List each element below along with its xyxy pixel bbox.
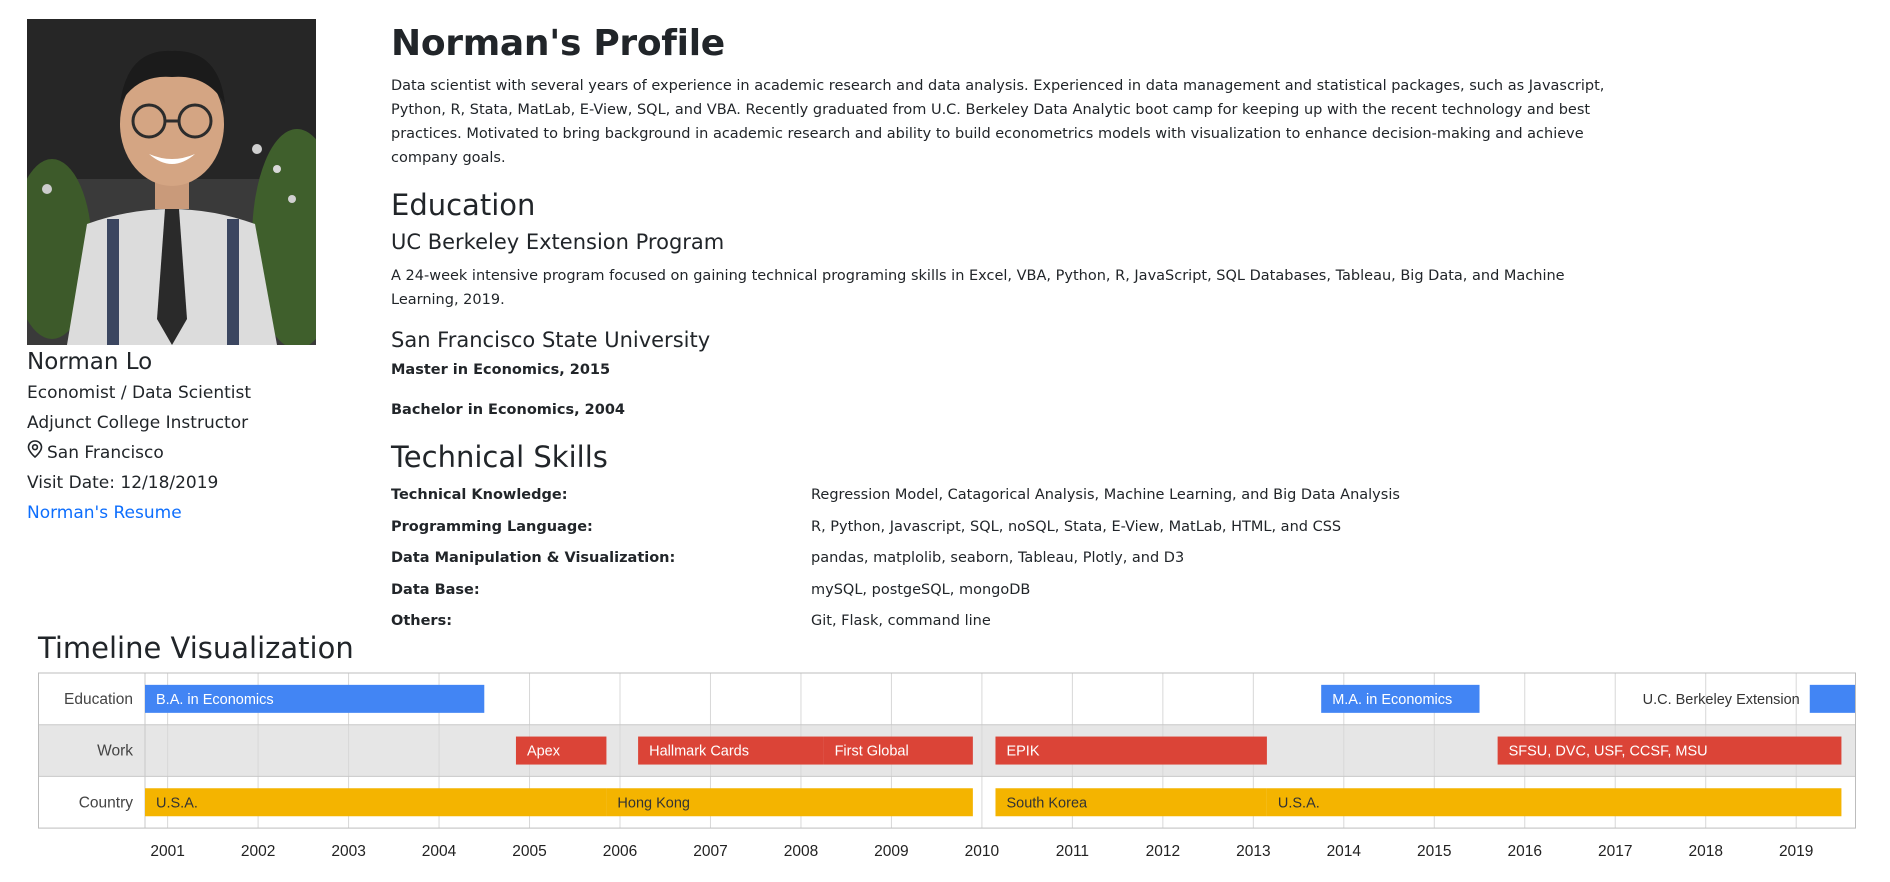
timeline-tick-label: 2019 <box>1778 843 1814 861</box>
timeline-bar-label: M.A. in Economics <box>1332 691 1453 708</box>
profile-location <box>27 438 327 468</box>
skill-key: Data Base: <box>391 581 480 598</box>
skill-key: Technical Knowledge: <box>391 487 568 503</box>
profile-intro: Data scientist with several years of experience in academic research and data analysis. Experienced in data management and statistical packages, such as Javascript, Python, R, Stata, MatLab, E-View, SQL, and VBA. Recently graduated from U.C. Berkeley Data Analytic boot camp for keeping up with the recent technology and best practices. Motivated to bring background in academic research and ability to build econometrics models with visualization to enhance decision-making and achieve company goals. <box>391 78 1605 166</box>
timeline-title: Timeline Visualization <box>38 631 354 665</box>
skill-value: R, Python, Javascript, SQL, noSQL, Stata, E-View, MatLab, HTML, and CSS <box>811 518 1342 535</box>
skill-value: pandas, matplolib, seaborn, Tableau, Plotly, and D3 <box>811 550 1185 566</box>
timeline-bar <box>145 788 606 816</box>
timeline-bar-label: First Global <box>834 743 909 760</box>
education-heading: Education <box>391 188 536 222</box>
timeline-bar-label: B.A. in Economics <box>156 691 274 708</box>
timeline-bar <box>1810 685 1855 713</box>
timeline-tick-label: 2007 <box>693 843 728 861</box>
skill-row <box>391 480 1621 512</box>
timeline-tick-label: 2006 <box>602 843 638 861</box>
timeline-tick-label: 2009 <box>874 843 909 861</box>
timeline-tick-label: 2010 <box>964 843 1000 861</box>
profile-card <box>27 346 327 528</box>
skill-value: Regression Model, Catagorical Analysis, Machine Learning, and Big Data Analysis <box>811 487 1400 503</box>
timeline-chart <box>38 672 1858 872</box>
skill-value: mySQL, postgeSQL, mongoDB <box>811 581 1031 598</box>
timeline-tick-label: 2003 <box>331 843 366 861</box>
timeline-bar-label: South Korea <box>1006 795 1088 812</box>
edu1-school: UC Berkeley Extension Program <box>391 230 725 254</box>
timeline-tick-label: 2018 <box>1688 843 1723 861</box>
timeline-tick-label: 2012 <box>1145 843 1181 861</box>
skill-row <box>391 543 1621 575</box>
skill-key: Programming Language: <box>391 518 593 535</box>
page-title: Norman's Profile <box>391 23 725 64</box>
timeline-tick-label: 2008 <box>783 843 819 861</box>
skill-row <box>391 575 1621 607</box>
timeline-row-label: Education <box>64 690 133 708</box>
skill-key: Others: <box>391 613 452 629</box>
timeline-tick-label: 2016 <box>1507 843 1543 861</box>
timeline-tick-label: 2005 <box>512 843 547 861</box>
profile-role: Adjunct College Instructor <box>27 413 249 433</box>
profile-photo <box>27 19 316 345</box>
skills-table <box>391 480 1621 638</box>
timeline-bar <box>1267 788 1842 816</box>
timeline-tick-label: 2014 <box>1326 843 1362 861</box>
timeline-bar-label: U.S.A. <box>1277 795 1320 812</box>
map-pin-icon <box>27 438 43 468</box>
timeline-tick-label: 2017 <box>1597 843 1633 861</box>
timeline-tick-label: 2015 <box>1417 843 1452 861</box>
timeline-tick-label: 2013 <box>1236 843 1271 861</box>
edu2-degree-master: Master in Economics, 2015 <box>391 362 611 378</box>
profile-name: Norman Lo <box>27 349 153 375</box>
timeline-tick-label: 2011 <box>1055 843 1090 861</box>
timeline-row-label: Work <box>97 742 133 760</box>
timeline-tick-label: 2004 <box>421 843 457 861</box>
skill-key: Data Manipulation & Visualization: <box>391 550 676 566</box>
resume-link[interactable]: Norman's Resume <box>27 503 182 523</box>
edu1-description: A 24-week intensive program focused on gaining technical programing skills in Excel, VBA, Python, R, JavaScript, SQL Databases, Tableau, Big Data, and Machine Learning, 2019. <box>391 268 1565 308</box>
skill-row <box>391 606 1621 638</box>
timeline-row-label: Country <box>78 794 133 812</box>
timeline-bar-label: U.C. Berkeley Extension <box>1642 691 1800 708</box>
timeline-bar-label: Hong Kong <box>617 795 690 812</box>
timeline-bar-label: Hallmark Cards <box>649 743 750 760</box>
edu2-degree-bachelor: Bachelor in Economics, 2004 <box>391 402 626 418</box>
profile-main <box>391 18 1621 638</box>
skill-row <box>391 512 1621 544</box>
edu2-school: San Francisco State University <box>391 328 711 352</box>
timeline-bar-label: U.S.A. <box>156 795 198 812</box>
skills-heading: Technical Skills <box>391 440 608 474</box>
profile-title: Economist / Data Scientist <box>27 383 252 403</box>
profile-visit-date: Visit Date: 12/18/2019 <box>27 473 219 493</box>
profile-location-text: San Francisco <box>47 443 164 463</box>
timeline-tick-label: 2001 <box>150 843 185 861</box>
timeline-bar-label: EPIK <box>1006 743 1040 760</box>
timeline-bar-label: Apex <box>526 743 561 760</box>
skill-value: Git, Flask, command line <box>811 613 991 629</box>
timeline-bar-label: SFSU, DVC, USF, CCSF, MSU <box>1508 743 1708 760</box>
timeline-tick-label: 2002 <box>240 843 276 861</box>
